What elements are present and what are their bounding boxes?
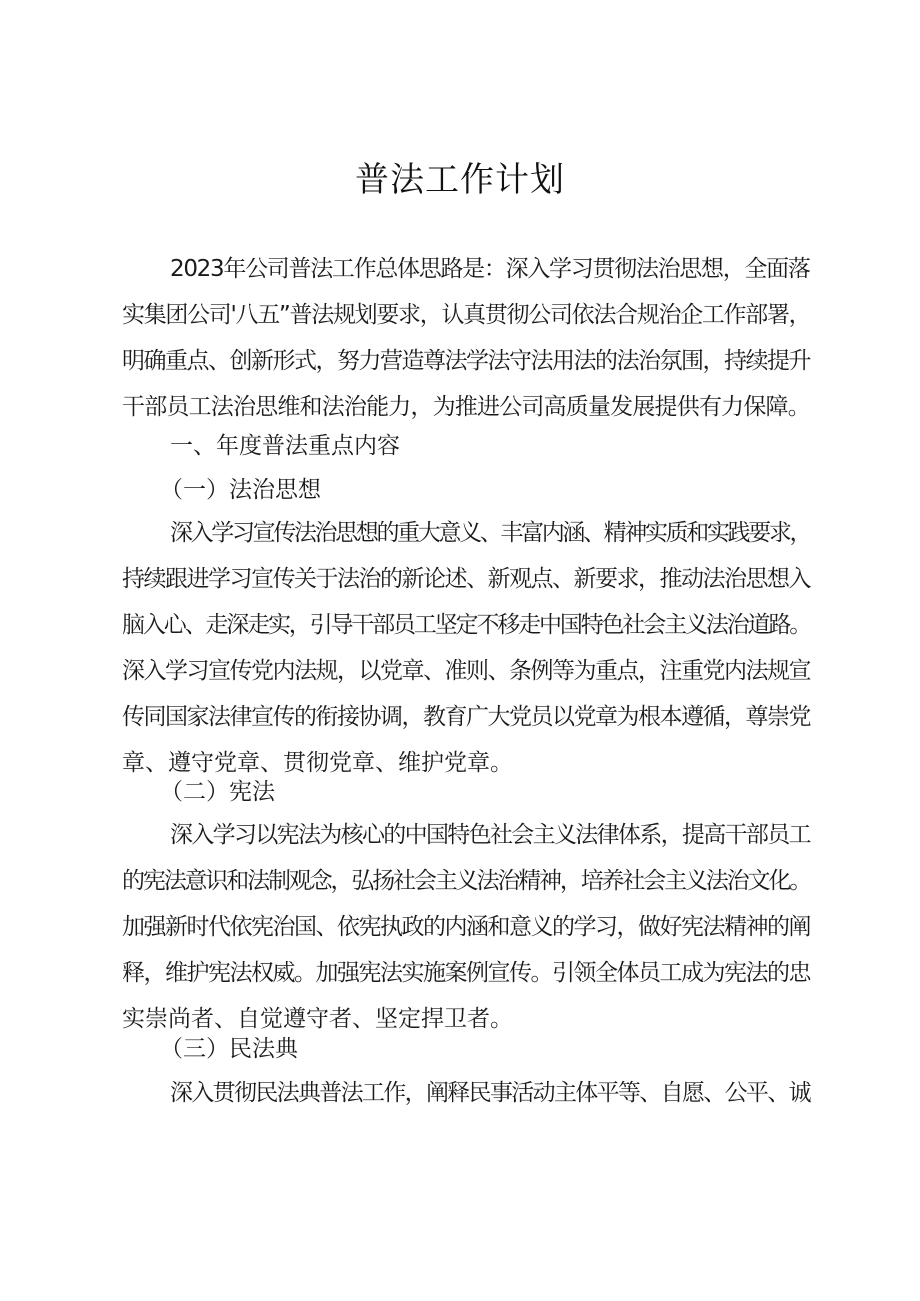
subsection-body-2 [122,812,810,1042]
subsection-heading-2: （二）宪法 [160,779,275,805]
section-heading: 一、年度普法重点内容 [170,433,400,459]
body-line: 实崇尚者、自觉遵守者、坚定捍卫者。 [122,1006,513,1032]
body-line: 深入学习宣传法治思想的重大意义、丰富内涵、精神实质和实践要求， [170,520,811,546]
body-line: 章、遵守党章、贯彻党章、维护党章。 [122,750,513,776]
subsection-body-1 [122,510,810,786]
intro-line-1: 2023年公司普法工作总体思路是：深入学习贯彻法治思想，全面落 [170,256,810,282]
subsection-heading-1: （一）法治思想 [160,477,321,503]
body-line: 深入学习宣传党内法规，以党章、准则、条例等为重点，注重党内法规宣 [122,658,810,684]
subsection-body-3 [122,1070,810,1116]
body-line: 的宪法意识和法制观念，弘扬社会主义法治精神，培养社会主义法治文化。 [122,868,811,894]
intro-line-2: 实集团公司'八五”普法规划要求，认真贯彻公司依法合规治企工作部署， [122,302,811,328]
body-line: 释，维护宪法权威。加强宪法实施案例宣传。引领全体员工成为宪法的忠 [122,960,810,986]
body-line: 传同国家法律宣传的衔接协调，教育广大党员以党章为根本遵循，尊崇党 [122,704,810,730]
intro-line-4: 干部员工法治思维和法治能力，为推进公司高质量发展提供有力保障。 [122,394,810,420]
intro-paragraph [122,246,810,430]
intro-line-3: 明确重点、创新形式，努力营造尊法学法守法用法的法治氛围，持续提升 [122,348,810,374]
body-line: 持续跟进学习宣传关于法治的新论述、新观点、新要求，推动法治思想入 [122,566,810,592]
document-title: 普法工作计划 [355,160,565,200]
body-line: 加强新时代依宪治国、依宪执政的内涵和意义的学习，做好宪法精神的阐 [122,914,810,940]
body-line: 脑入心、走深走实，引导干部员工坚定不移走中国特色社会主义法治道路。 [122,612,811,638]
body-line: 深入学习以宪法为核心的中国特色社会主义法律体系，提高干部员工 [170,822,810,848]
body-line: 深入贯彻民法典普法工作，阐释民事活动主体平等、自愿、公平、诚 [170,1080,810,1106]
subsection-heading-3: （三）民法典 [160,1036,298,1062]
